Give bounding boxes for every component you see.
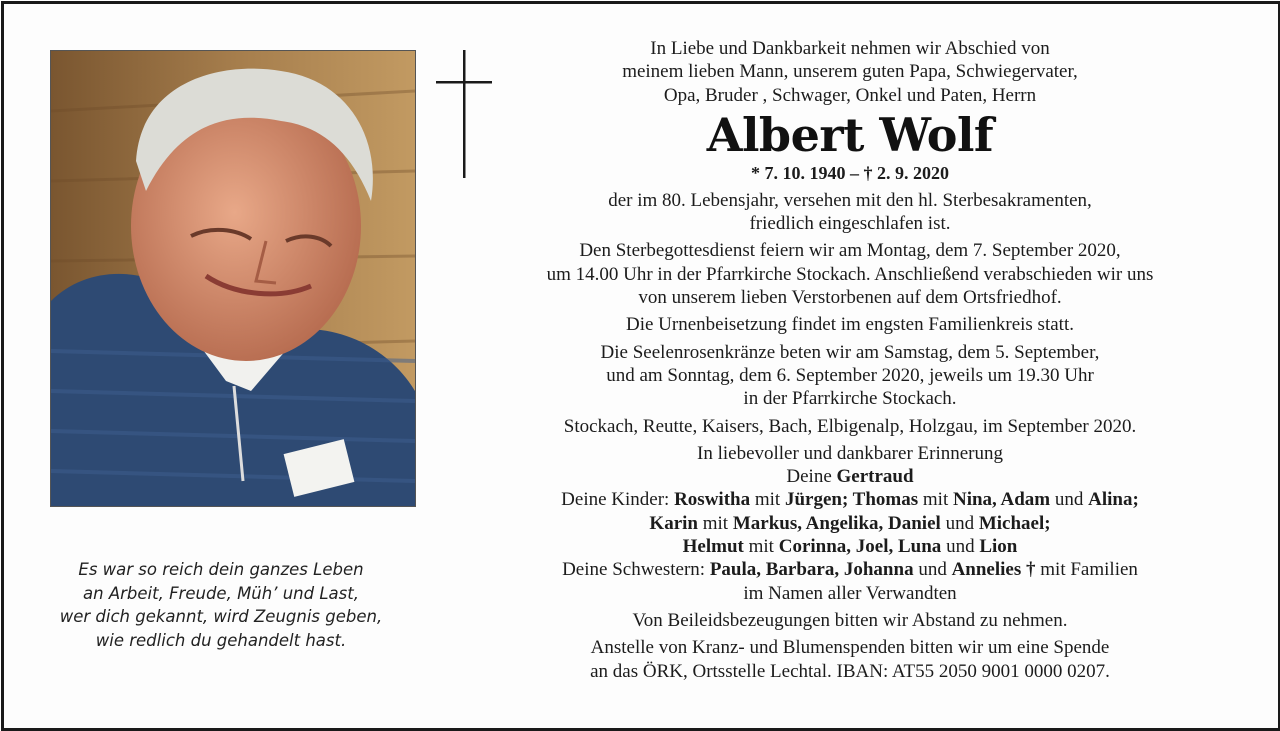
condolences-line: Von Beileidsbezeugungen bitten wir Abstand zu nehmen. xyxy=(632,609,1068,631)
family-names: Markus, Angelika, Daniel xyxy=(732,512,941,534)
connector-text: und xyxy=(945,512,975,534)
children-line xyxy=(444,488,1256,511)
donation-line: an das ÖRK, Ortsstelle Lechtal. IBAN: AT55 2050 9001 0000 0207. xyxy=(590,660,1110,682)
rosary-line: in der Pfarrkirche Stockach. xyxy=(743,388,957,410)
rosary-line: Die Seelenrosenkränze beten wir am Samstag, dem 5. September, xyxy=(600,341,1100,363)
sister-name: Annelies † xyxy=(951,559,1036,581)
passing-line: der im 80. Lebensjahr, versehen mit den hl. Sterbesakramenten, xyxy=(608,189,1092,211)
poem-line: wie redlich du gehandelt hast. xyxy=(95,630,347,650)
child-name: Helmut xyxy=(682,536,744,558)
connector-text: und xyxy=(918,559,947,581)
obituary-text xyxy=(444,37,1256,683)
connector-text: mit Familien xyxy=(1040,559,1138,581)
grandchild-names: Nina, Adam xyxy=(952,489,1051,511)
donation-line: Anstelle von Kranz- und Blumenspenden bitten wir um eine Spende xyxy=(590,637,1110,659)
child-name: Karin xyxy=(649,512,698,534)
family-names: Jürgen; Thomas xyxy=(784,489,919,511)
deceased-name: Albert Wolf xyxy=(706,107,994,162)
rosary-line: und am Sonntag, dem 6. September 2020, jeweils um 19.30 Uhr xyxy=(606,364,1094,386)
grandchild-name: Michael; xyxy=(978,512,1051,534)
grandchild-name: Alina; xyxy=(1088,489,1139,511)
grandchild-name: Lion xyxy=(979,536,1018,558)
funeral-line: von unserem lieben Verstorbenen auf dem Ortsfriedhof. xyxy=(638,287,1062,309)
life-dates: * 7. 10. 1940 – † 2. 9. 2020 xyxy=(751,162,949,183)
poem-line: Es war so reich dein ganzes Leben xyxy=(78,560,364,579)
children-line xyxy=(444,512,1256,535)
funeral-line: um 14.00 Uhr in der Pfarrkirche Stockach. Anschließend verabschieden wir uns xyxy=(546,263,1154,285)
child-name: Roswitha xyxy=(674,489,751,511)
connector-text: mit xyxy=(754,489,781,511)
wife-prefix: Deine xyxy=(786,466,832,488)
connector-text: mit xyxy=(922,489,949,511)
urn-burial-line: Die Urnenbeisetzung findet im engsten Familienkreis statt. xyxy=(626,314,1074,336)
remembrance-line: In liebevoller und dankbarer Erinnerung xyxy=(697,442,1003,464)
intro-line: Opa, Bruder , Schwager, Onkel und Paten, Herrn xyxy=(663,84,1037,106)
connector-text: und xyxy=(946,536,975,558)
wife-name: Gertraud xyxy=(836,466,914,488)
sisters-line xyxy=(444,558,1256,581)
funeral-line: Den Sterbegottesdienst feiern wir am Montag, dem 7. September 2020, xyxy=(579,240,1121,262)
relatives-line: im Namen aller Verwandten xyxy=(743,582,957,604)
sisters-label: Deine Schwestern: xyxy=(562,559,706,581)
intro-line: meinem lieben Mann, unserem guten Papa, Schwiegervater, xyxy=(622,61,1078,83)
family-names: Corinna, Joel, Luna xyxy=(778,536,942,558)
children-line xyxy=(444,535,1256,558)
poem-line: wer dich gekannt, wird Zeugnis geben, xyxy=(59,607,383,626)
connector-text: mit xyxy=(748,536,774,558)
intro-line: In Liebe und Dankbarkeit nehmen wir Abschied von xyxy=(650,38,1050,59)
wife-line xyxy=(444,465,1256,488)
portrait-photo xyxy=(50,50,416,507)
connector-text: mit xyxy=(702,512,729,534)
memorial-poem xyxy=(24,558,418,652)
obituary-frame xyxy=(1,1,1280,731)
connector-text: und xyxy=(1054,489,1084,511)
portrait-illustration xyxy=(51,51,415,506)
place-date-line: Stockach, Reutte, Kaisers, Bach, Elbigenalp, Holzgau, im September 2020. xyxy=(563,415,1137,437)
children-label: Deine Kinder: xyxy=(561,489,670,511)
passing-line: friedlich eingeschlafen ist. xyxy=(749,213,951,235)
poem-line: an Arbeit, Freude, Müh’ und Last, xyxy=(83,583,359,603)
sister-names: Paula, Barbara, Johanna xyxy=(709,559,914,581)
